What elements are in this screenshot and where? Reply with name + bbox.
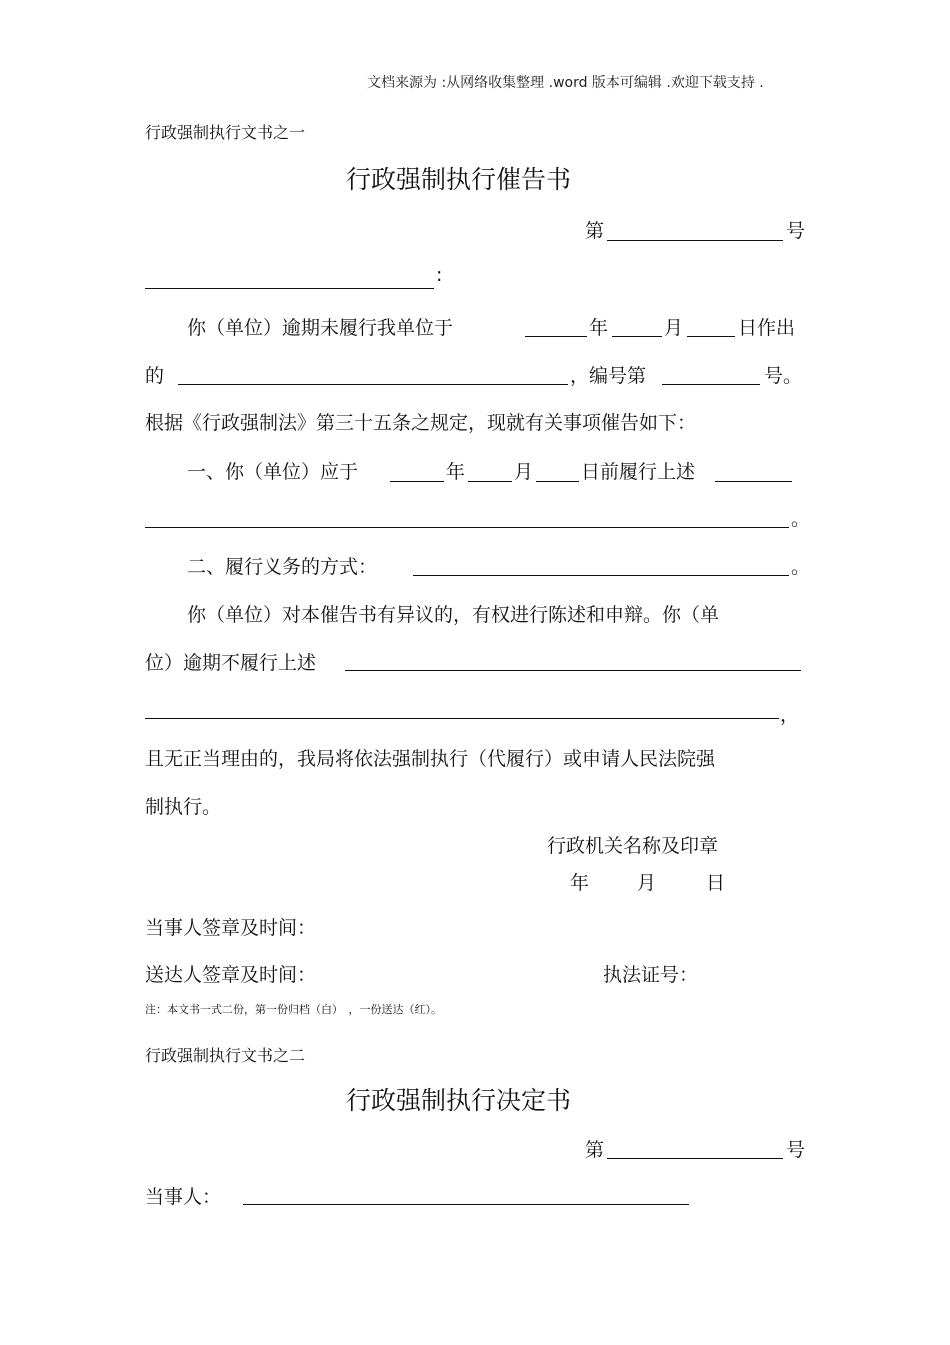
- doc1-p1-comma-no: ，编号第: [570, 365, 647, 387]
- doc1-addressee-blank[interactable]: [145, 288, 434, 289]
- doc1-p1-de: 的: [145, 365, 165, 387]
- doc1-p3-line1: 且无正当理由的，我局将依法强制执行（代履行）或申请人民法院强: [145, 748, 716, 770]
- doc1-serial-blank[interactable]: [662, 384, 760, 385]
- doc1-item1-month-blank[interactable]: [468, 481, 512, 482]
- doc1-license-number: 执法证号：: [603, 964, 699, 986]
- doc2-title: 行政强制执行决定书: [346, 1086, 572, 1115]
- doc1-sig-year: 年: [570, 872, 590, 894]
- doc1-item1-year-blank[interactable]: [390, 481, 444, 482]
- doc1-item1-month: 月: [514, 461, 534, 483]
- doc2-party-blank[interactable]: [243, 1204, 689, 1205]
- doc1-p1-month-blank[interactable]: [612, 336, 662, 337]
- doc1-item2-period: 。: [791, 556, 811, 578]
- doc1-item1-day: 日前履行上述: [581, 461, 696, 483]
- doc1-p1-basis: 根据《行政强制法》第三十五条之规定，现就有关事项催告如下：: [145, 412, 697, 434]
- source-header: 文档来源为 :从网络收集整理 .word 版本可编辑 .欢迎下载支持 .: [367, 75, 764, 91]
- doc1-p1-hao: 号。: [764, 365, 803, 387]
- doc1-p1-month: 月: [664, 317, 684, 339]
- doc1-p2-obligation-line2[interactable]: [145, 718, 779, 719]
- doc1-item2-method-blank[interactable]: [413, 575, 789, 576]
- doc1-p1-year: 年: [589, 317, 609, 339]
- doc1-p3-line2: 制执行。: [145, 796, 222, 818]
- doc1-p1-year-blank[interactable]: [525, 336, 587, 337]
- doc1-party-signature: 当事人签章及时间：: [145, 917, 317, 939]
- doc1-num-suffix: 号: [786, 220, 806, 242]
- doc1-deliverer-signature: 送达人签章及时间：: [145, 964, 317, 986]
- doc1-p2-obligation-blank[interactable]: [345, 670, 801, 671]
- doc1-p2-line2: 位）逾期不履行上述: [145, 652, 317, 674]
- doc1-agency-seal: 行政机关名称及印章: [547, 835, 719, 857]
- doc1-item1-year: 年: [446, 461, 466, 483]
- doc1-sig-month: 月: [637, 872, 657, 894]
- doc1-num-prefix: 第: [585, 220, 605, 242]
- doc1-addressee-colon: :: [436, 264, 443, 286]
- doc2-number-blank[interactable]: [607, 1158, 783, 1159]
- doc1-item1-period: 。: [791, 508, 811, 530]
- doc2-num-prefix: 第: [585, 1139, 605, 1161]
- doc1-title: 行政强制执行催告书: [346, 165, 572, 194]
- doc1-p2-comma: ，: [780, 704, 800, 726]
- doc1-p2-line1: 你（单位）对本催告书有异议的，有权进行陈述和申辩。你（单: [187, 604, 720, 626]
- doc1-item1-obligation-blank[interactable]: [715, 481, 792, 482]
- doc1-p1-start: 你（单位）逾期未履行我单位于: [187, 317, 454, 339]
- doc1-item1-day-blank[interactable]: [536, 481, 579, 482]
- doc1-p1-day-blank[interactable]: [687, 336, 735, 337]
- doc1-number-blank[interactable]: [607, 240, 783, 241]
- doc1-decision-blank[interactable]: [178, 384, 568, 385]
- doc1-series-label: 行政强制执行文书之一: [145, 123, 306, 142]
- doc1-item1-obligation-line2[interactable]: [145, 527, 789, 528]
- doc1-sig-day: 日: [706, 872, 726, 894]
- doc2-series-label: 行政强制执行文书之二: [145, 1046, 306, 1065]
- doc1-item2-start: 二、履行义务的方式：: [187, 556, 378, 578]
- doc2-num-suffix: 号: [786, 1139, 806, 1161]
- doc2-party-label: 当事人：: [145, 1186, 222, 1208]
- doc1-p1-day-made: 日作出: [738, 317, 796, 339]
- doc1-note: 注：本文书一式二份，第一份归档（白） ，一份送达（红）。: [145, 1003, 442, 1016]
- doc1-item1-start: 一、你（单位）应于: [187, 461, 359, 483]
